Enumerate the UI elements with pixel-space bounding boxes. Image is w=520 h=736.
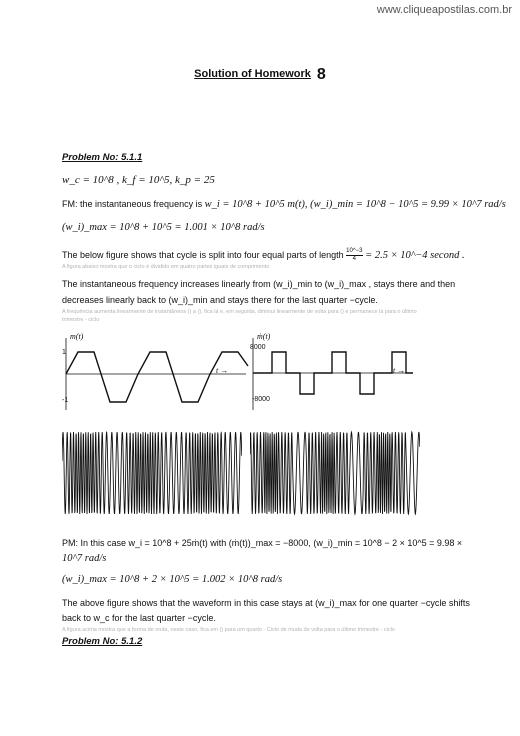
fraction-denominator: 4 bbox=[352, 256, 356, 262]
fm-max: (w_i)_max = 10^8 + 10^5 = 1.001 × 10^8 rad/s bbox=[62, 222, 265, 233]
fraction-numerator: 10^−3 bbox=[346, 248, 363, 254]
carrier-oscillation bbox=[62, 432, 242, 514]
pm-line-1: PM: In this case w_i = 10^8 + 25ṁ(t) with (ṁ(t))_max = −8000, (w_i)_min = 10^8 − 2 × 10^5 = 9.98 × bbox=[62, 538, 463, 548]
pm-text-1: The above figure shows that the waveform in this case stays at (w_i)_max for one quarter −cycle shifts bbox=[62, 598, 470, 608]
fm-prefix: FM: the instantaneous frequency is bbox=[62, 199, 205, 209]
cycle-translation: A figura abaixo mostra que o ciclo é dividido em quatro partes iguais de comprimento bbox=[62, 264, 270, 270]
parameters: w_c = 10^8 , k_f = 10^5, k_p = 25 bbox=[62, 174, 215, 186]
fm-line bbox=[62, 199, 506, 210]
pm-line-2: 10^7 rad/s bbox=[62, 553, 107, 564]
title-text: Solution of Homework bbox=[194, 68, 311, 80]
fm-equation: w_i = 10^8 + 10^5 m(t), (w_i)_min = 10^8 − 10^5 = 9.99 × 10^7 rad/s bbox=[204, 199, 506, 210]
increase-line-2: decreases linearly back to (w_i)_min and stays there for the last quarter −cycle. bbox=[62, 295, 378, 305]
mdot-bottom-tick: -8000 bbox=[252, 396, 270, 403]
problem-heading: Problem No: 5.1.1 bbox=[62, 152, 143, 163]
cycle-prefix: The below figure shows that cycle is split into four equal parts of length bbox=[62, 249, 347, 260]
carrier-oscillation bbox=[250, 432, 420, 514]
increase-translation-2: trimestre - ciclo bbox=[62, 317, 100, 323]
pm-text-2: back to w_c for the last quarter −cycle. bbox=[62, 613, 216, 623]
mt-bottom-tick: -1 bbox=[62, 397, 69, 404]
page-title bbox=[0, 66, 520, 84]
pm-translation: A figura acima mostra que a forma de onda, neste caso, fica em () para um quarto - Ciclo de muda de volta para o último trimestre - ciclo bbox=[62, 627, 395, 633]
mdot-ylabel: ṁ(t) bbox=[257, 332, 271, 341]
pm-max: (w_i)_max = 10^8 + 2 × 10^5 = 1.002 × 10^8 rad/s bbox=[62, 574, 283, 585]
site-url[interactable]: www.cliqueapostilas.com.br bbox=[376, 4, 512, 16]
pm-modulated-signal bbox=[250, 428, 420, 518]
mt-trapezoid-wave bbox=[66, 352, 248, 402]
problem-heading-2: Problem No: 5.1.2 bbox=[62, 636, 143, 647]
increase-line-1: The instantaneous frequency increases linearly from (w_i)_min to (w_i)_max , stays there and then bbox=[62, 279, 456, 289]
mt-xlabel: t → bbox=[216, 366, 229, 375]
fm-modulated-signal bbox=[62, 428, 242, 518]
mt-xlabel-text: t bbox=[216, 366, 219, 375]
mt-ylabel: m(t) bbox=[70, 332, 84, 341]
mdot-top-tick: 8000 bbox=[250, 344, 266, 351]
mdot-xlabel: t → bbox=[393, 366, 406, 375]
mdot-xlabel-text: t bbox=[393, 366, 396, 375]
cycle-line bbox=[62, 248, 465, 263]
increase-translation-1: A frequência aumenta linearmente de instantâneos () a (), fica lá e, em seguida, diminui linearmente de volta para () e permanece lá para o último bbox=[62, 309, 417, 315]
title-number: 8 bbox=[316, 66, 326, 83]
cycle-fraction bbox=[346, 248, 362, 263]
cycle-suffix: = 2.5 × 10^−4 second . bbox=[362, 249, 465, 261]
mt-top-tick: 1 bbox=[62, 349, 66, 356]
